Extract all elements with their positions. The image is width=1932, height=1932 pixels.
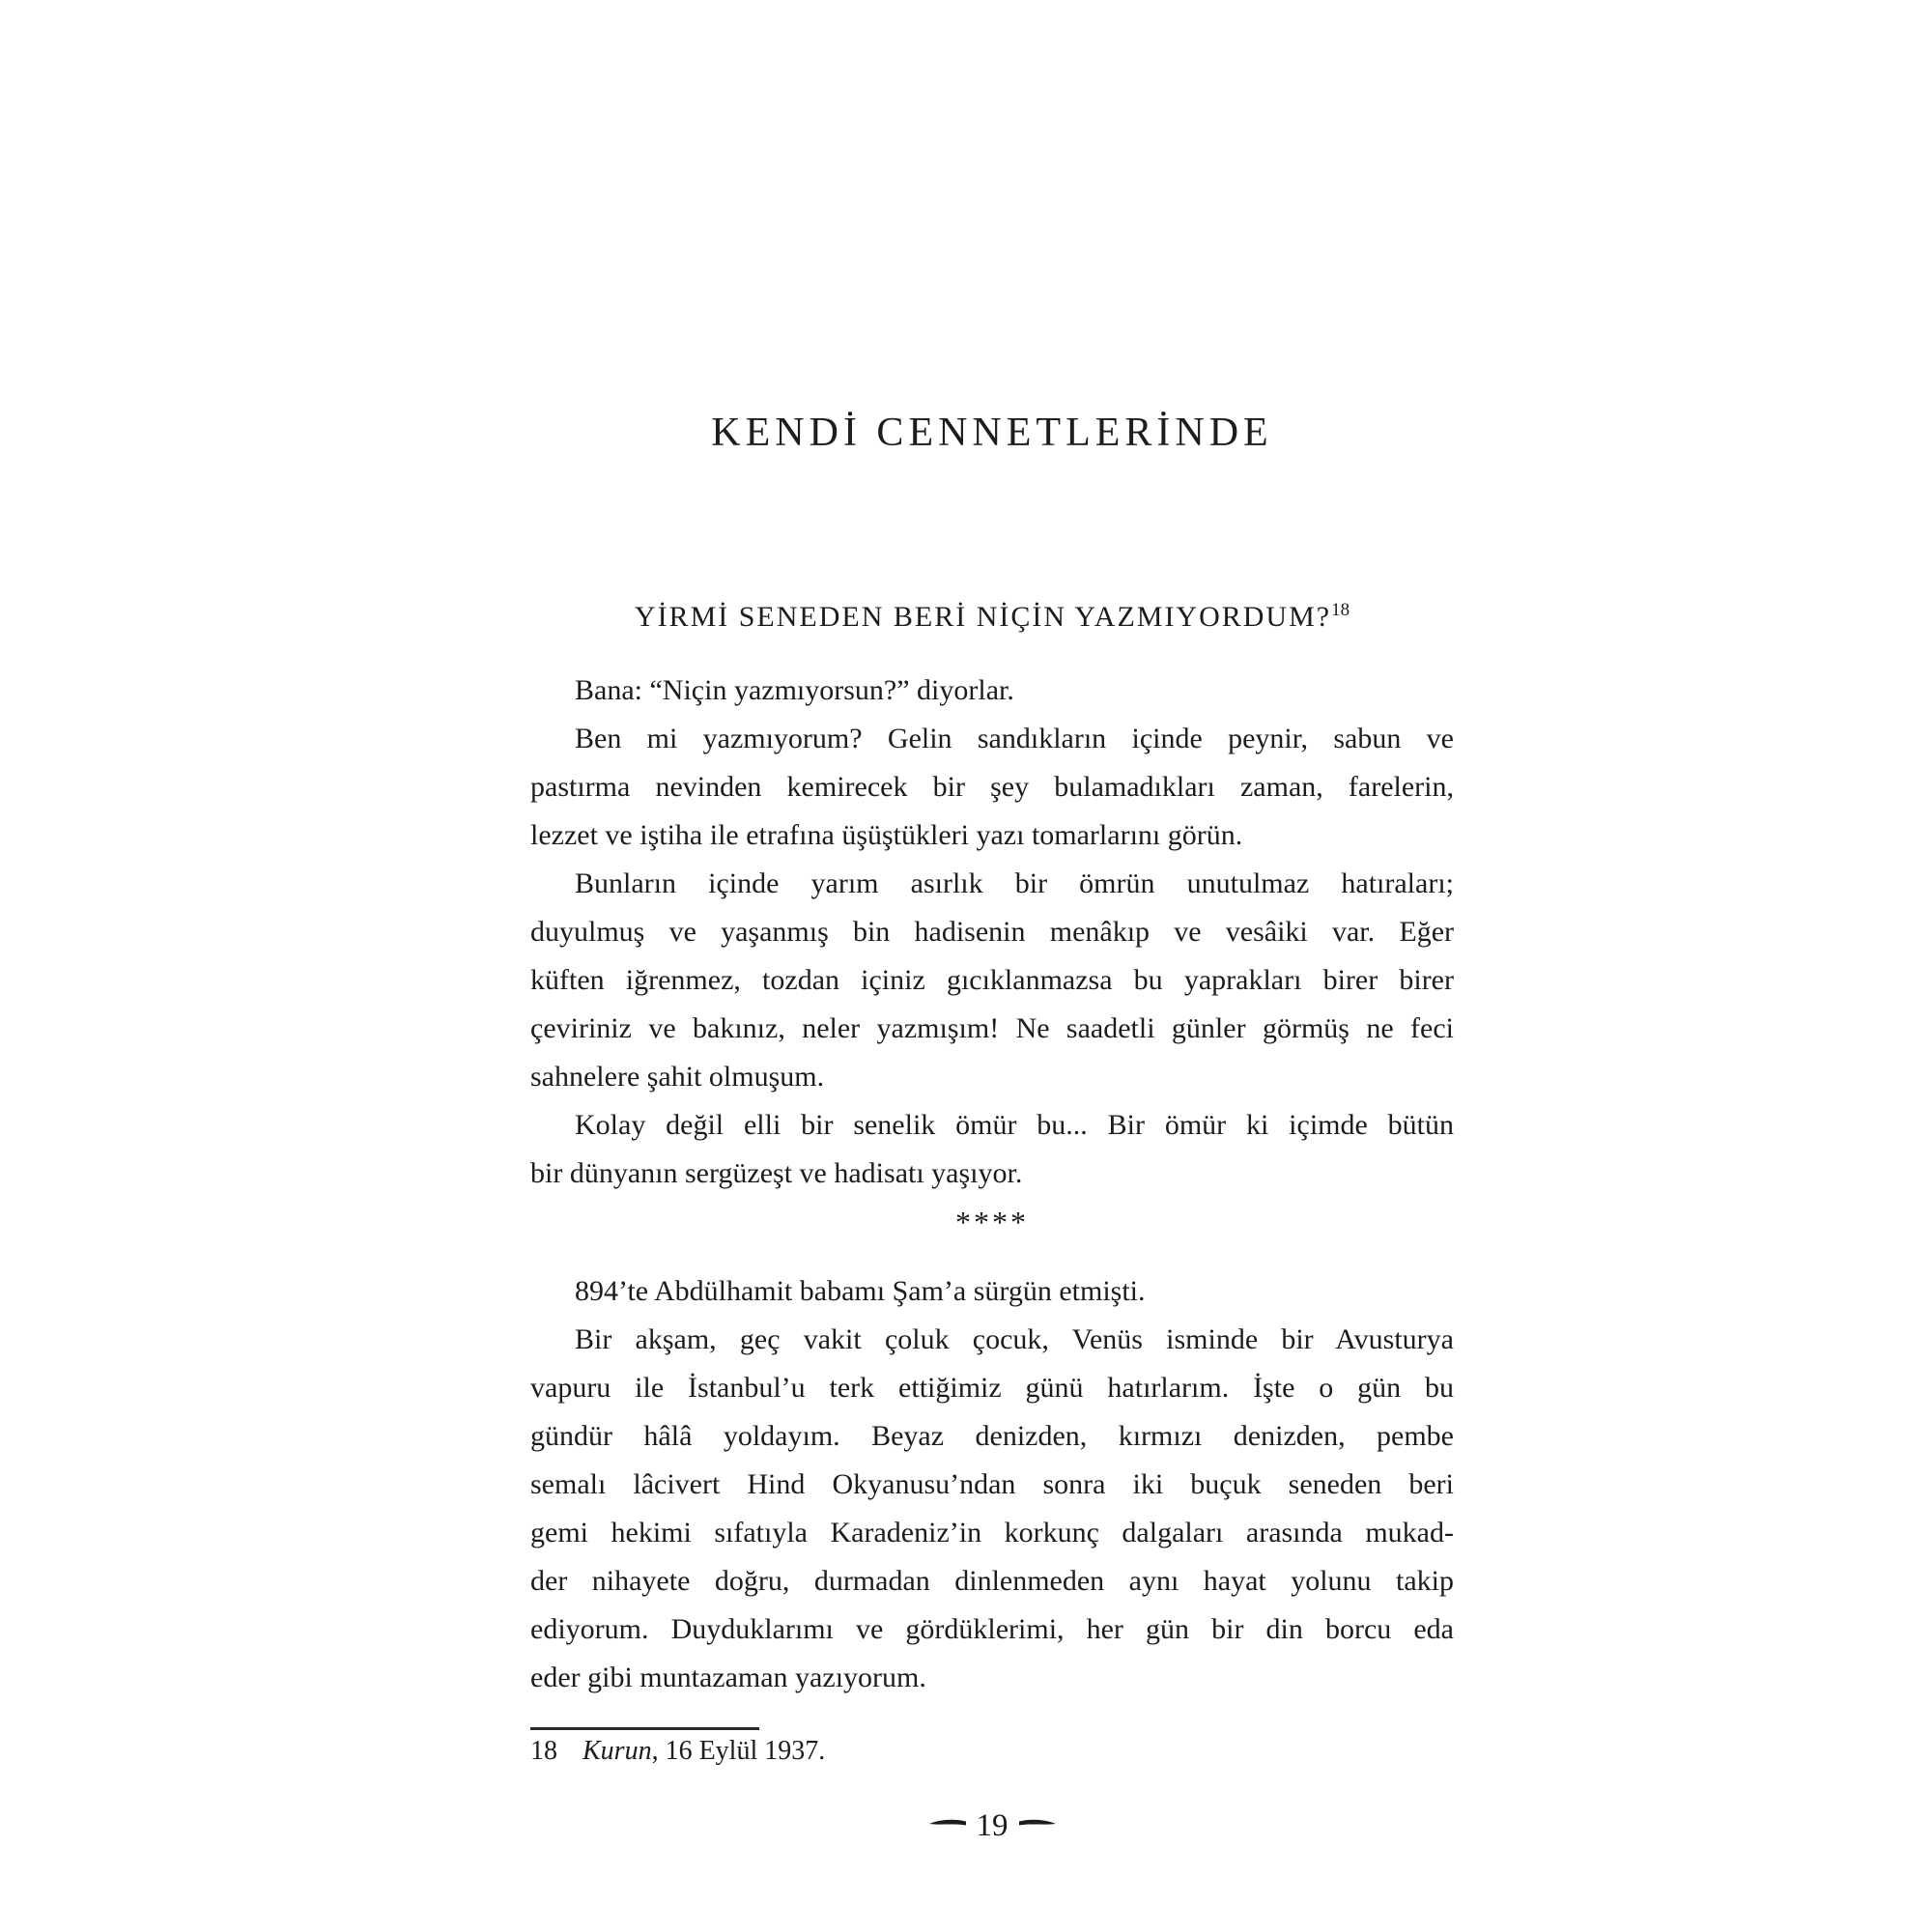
footnote-rule — [530, 1727, 759, 1730]
text-line: duyulmuş ve yaşanmış bin hadisenin menâkıp ve vesâiki var. Eğer — [530, 916, 1454, 948]
footnote-number: 18 — [530, 1736, 557, 1766]
page-number-value: 19 — [976, 1808, 1009, 1843]
page-number — [530, 1808, 1454, 1844]
section-separator: **** — [955, 1205, 1029, 1239]
footnote-reference: 18 — [1331, 600, 1350, 620]
footnote-source: Kurun — [582, 1736, 652, 1766]
text-line: 894’te Abdülhamit babamı Şam’a sürgün etmişti. — [575, 1275, 1146, 1307]
footnote — [530, 1735, 1454, 1768]
text-line: Bana: “Niçin yazmıyorsun?” diyorlar. — [575, 674, 1014, 706]
text-line: Kolay değil elli bir senelik ömür bu... Bir ömür ki içimde bütün — [575, 1109, 1454, 1141]
dash-ornament-left — [928, 1816, 967, 1830]
footnote-date: , 16 Eylül 1937. — [651, 1736, 826, 1766]
text-line: semalı lâcivert Hind Okyanusu’ndan sonra iki buçuk seneden beri — [530, 1468, 1454, 1500]
text-line: Bir akşam, geç vakit çoluk çocuk, Venüs isminde bir Avusturya — [575, 1323, 1454, 1355]
dash-ornament-right — [1018, 1816, 1057, 1830]
text-line: sahnelere şahit olmuşum. — [530, 1061, 825, 1093]
text-line: ediyorum. Duyduklarımı ve gördüklerimi, her gün bir din borcu eda — [530, 1613, 1454, 1645]
text-line: gündür hâlâ yoldayım. Beyaz denizden, kırmızı denizden, pembe — [530, 1420, 1454, 1452]
text-line: gemi hekimi sıfatıyla Karadeniz’in korkunç dalgaları arasında mukad- — [530, 1517, 1454, 1548]
text-line: der nihayete doğru, durmadan dinlenmeden aynı hayat yolunu takip — [530, 1565, 1454, 1597]
text-line: bir dünyanın sergüzeşt ve hadisatı yaşıyor. — [530, 1157, 1023, 1189]
section-heading — [530, 601, 1454, 634]
text-line: pastırma nevinden kemirecek bir şey bulamadıkları zaman, farelerin, — [530, 771, 1454, 803]
body-text — [530, 667, 1454, 1702]
text-line: lezzet ve iştiha ile etrafına üşüştükleri yazı tomarlarını görün. — [530, 819, 1243, 851]
text-line: Bunların içinde yarım asırlık bir ömrün unutulmaz hatıraları; — [575, 867, 1454, 899]
text-line: eder gibi muntazaman yazıyorum. — [530, 1662, 926, 1693]
section-heading-text: YİRMİ SENEDEN BERİ NİÇİN YAZMIYORDUM? — [634, 601, 1332, 633]
text-line: küften iğrenmez, tozdan içiniz gıcıklanmazsa bu yaprakları birer birer — [530, 964, 1454, 996]
text-line: vapuru ile İstanbul’u terk ettiğimiz günü hatırlarım. İşte o gün bu — [530, 1372, 1454, 1404]
text-line: Ben mi yazmıyorum? Gelin sandıkların içinde peynir, sabun ve — [575, 723, 1454, 754]
text-line: çeviriniz ve bakınız, neler yazmışım! Ne saadetli günler görmüş ne feci — [530, 1012, 1454, 1044]
chapter-title: KENDİ CENNETLERİNDE — [711, 411, 1273, 455]
